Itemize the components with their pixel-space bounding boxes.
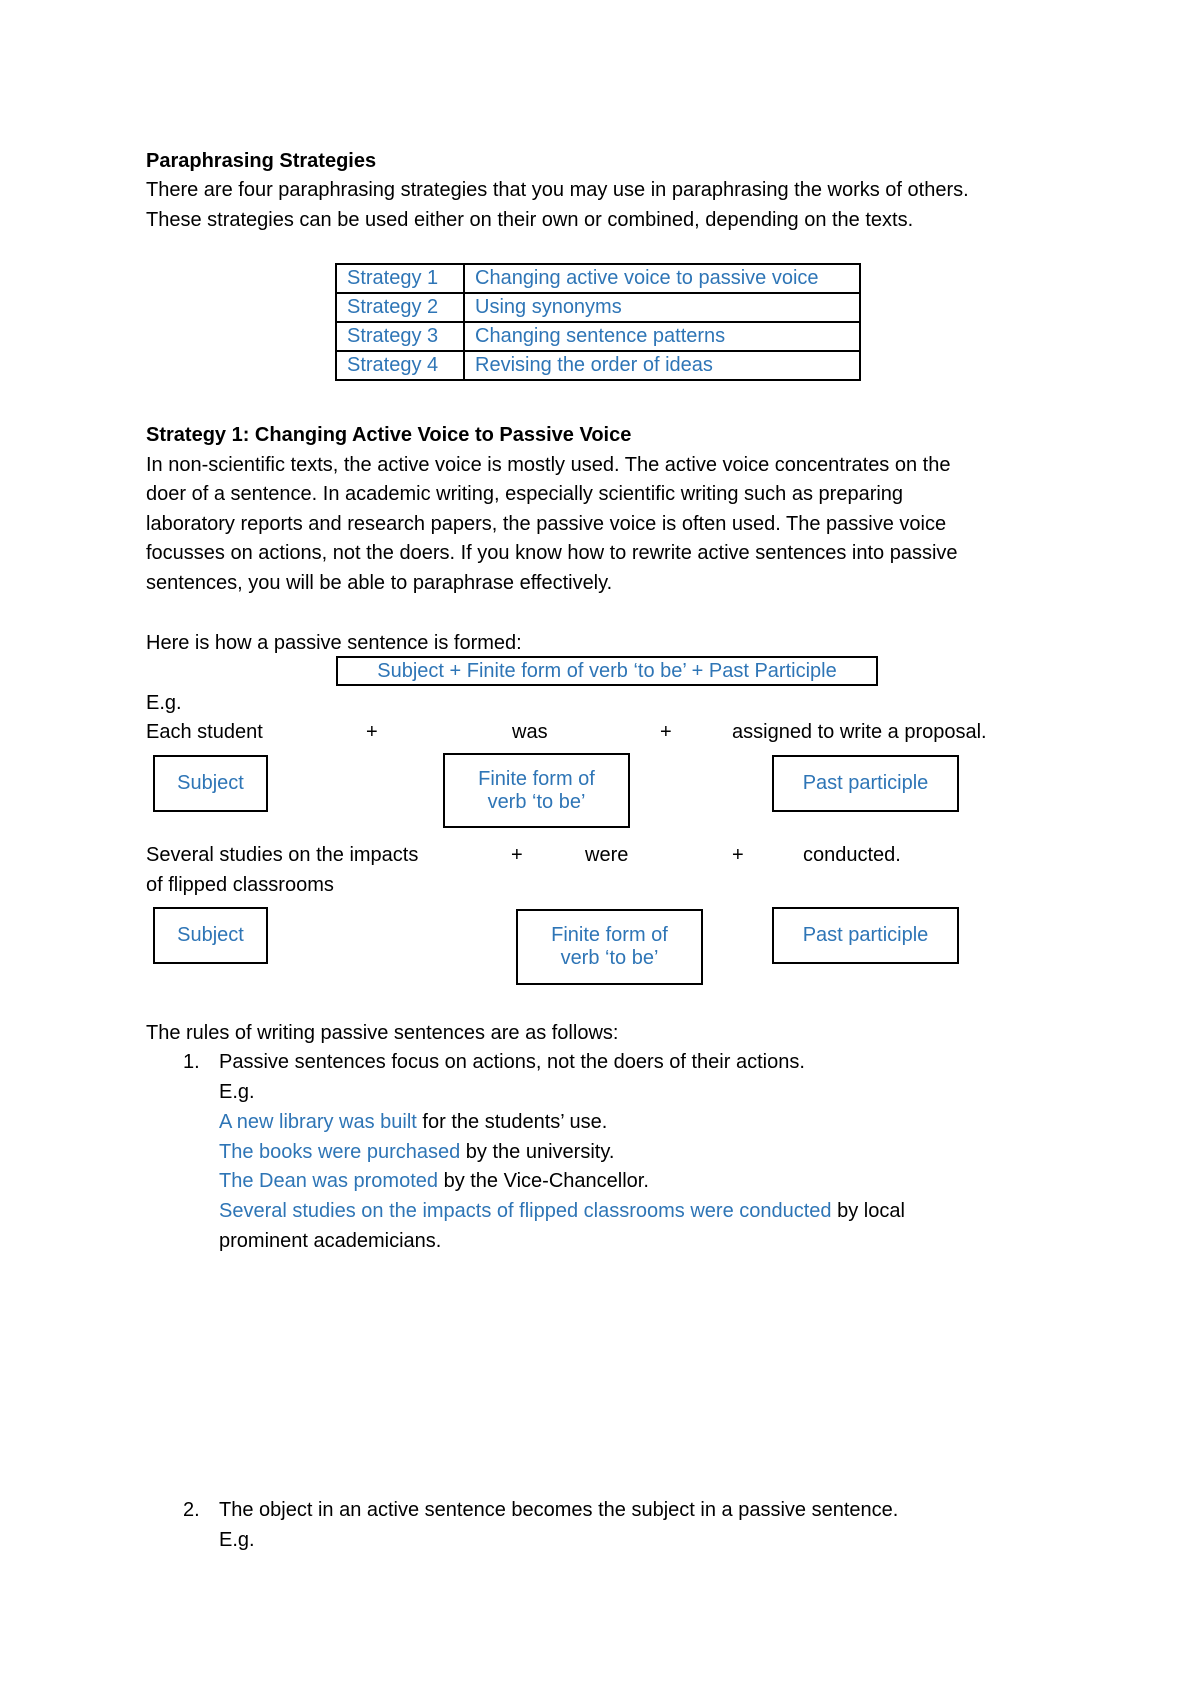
eg-label: E.g. xyxy=(219,1081,255,1103)
table-row xyxy=(336,293,860,322)
rule-number: 2. xyxy=(183,1499,200,1521)
table-row xyxy=(336,264,860,293)
strategy1-heading: Strategy 1: Changing Active Voice to Passive Voice xyxy=(146,424,632,446)
passive-phrase: Several studies on the impacts of flipped classrooms were conducted xyxy=(219,1200,832,1222)
rule1-example-continuation: prominent academicians. xyxy=(219,1230,442,1252)
past-participle-box-label: Past participle xyxy=(802,772,929,794)
plus-sign: + xyxy=(732,844,744,866)
example1-subject: Each student xyxy=(146,721,263,743)
plus-sign: + xyxy=(511,844,523,866)
example1-verb: was xyxy=(512,721,548,743)
strategy-label: Strategy 4 xyxy=(336,351,464,380)
subject-box xyxy=(153,907,268,964)
formula-box: Subject + Finite form of verb ‘to be’ + Past Participle xyxy=(336,656,878,686)
rule-number: 1. xyxy=(183,1051,200,1073)
example-rest: by the Vice-Chancellor. xyxy=(438,1170,649,1192)
how-formed-text: Here is how a passive sentence is formed: xyxy=(146,632,522,654)
passive-phrase: A new library was built xyxy=(219,1111,417,1133)
table-row xyxy=(336,351,860,380)
paragraph-line: doer of a sentence. In academic writing, especially scientific writing such as preparing xyxy=(146,483,904,505)
past-participle-box xyxy=(772,907,959,964)
passive-phrase: The Dean was promoted xyxy=(219,1170,439,1192)
example2-participle: conducted. xyxy=(803,844,901,866)
example2-subject: Several studies on the impacts xyxy=(146,844,419,866)
example2-verb: were xyxy=(585,844,629,866)
eg-label: E.g. xyxy=(219,1529,255,1551)
strategy-desc: Using synonyms xyxy=(464,293,860,322)
table-row xyxy=(336,322,860,351)
rule2-text: The object in an active sentence becomes the subject in a passive sentence. xyxy=(219,1499,899,1521)
strategy-label: Strategy 2 xyxy=(336,293,464,322)
strategy-desc: Changing active voice to passive voice xyxy=(464,264,860,293)
page-title: Paraphrasing Strategies xyxy=(146,150,377,172)
intro-line-1: There are four paraphrasing strategies that you may use in paraphrasing the works of others. xyxy=(146,179,969,201)
rule1-example xyxy=(219,1138,614,1167)
finite-verb-box-line: Finite form of xyxy=(551,924,668,946)
subject-box xyxy=(153,755,268,812)
strategy-label: Strategy 3 xyxy=(336,322,464,351)
rule1-example xyxy=(219,1167,649,1196)
example-rest: for the students’ use. xyxy=(416,1111,608,1133)
past-participle-box xyxy=(772,755,959,812)
passive-phrase: The books were purchased xyxy=(219,1141,461,1163)
example1-participle: assigned to write a proposal. xyxy=(732,721,987,743)
example2-subject: of flipped classrooms xyxy=(146,874,334,896)
past-participle-box-label: Past participle xyxy=(802,924,929,946)
finite-verb-box xyxy=(516,909,703,985)
eg-label: E.g. xyxy=(146,692,182,714)
example-rest: by the university. xyxy=(460,1141,615,1163)
rule1-text: Passive sentences focus on actions, not the doers of their actions. xyxy=(219,1051,805,1073)
subject-box-label: Subject xyxy=(177,772,244,794)
plus-sign: + xyxy=(366,721,378,743)
paragraph-line: In non-scientific texts, the active voice is mostly used. The active voice concentrates on the xyxy=(146,454,951,476)
paragraph-line: laboratory reports and research papers, the passive voice is often used. The passive voice xyxy=(146,513,947,535)
plus-sign: + xyxy=(660,721,672,743)
finite-verb-box-line: verb ‘to be’ xyxy=(487,790,586,813)
strategy-desc: Changing sentence patterns xyxy=(464,322,860,351)
strategy-label: Strategy 1 xyxy=(336,264,464,293)
finite-verb-box-line: Finite form of xyxy=(478,767,595,790)
rules-intro: The rules of writing passive sentences are as follows: xyxy=(146,1022,619,1044)
finite-verb-box-line: verb ‘to be’ xyxy=(560,947,659,969)
strategies-table xyxy=(335,263,861,381)
paragraph-line: sentences, you will be able to paraphrase effectively. xyxy=(146,572,613,594)
rule1-example xyxy=(219,1197,905,1226)
example-rest: by local xyxy=(831,1200,905,1222)
subject-box-label: Subject xyxy=(177,924,244,946)
paragraph-line: focusses on actions, not the doers. If you know how to rewrite active sentences into passive xyxy=(146,542,958,564)
strategy-desc: Revising the order of ideas xyxy=(464,351,860,380)
rule1-example xyxy=(219,1108,607,1137)
finite-verb-box xyxy=(443,753,630,828)
intro-line-2: These strategies can be used either on their own or combined, depending on the texts. xyxy=(146,209,914,231)
